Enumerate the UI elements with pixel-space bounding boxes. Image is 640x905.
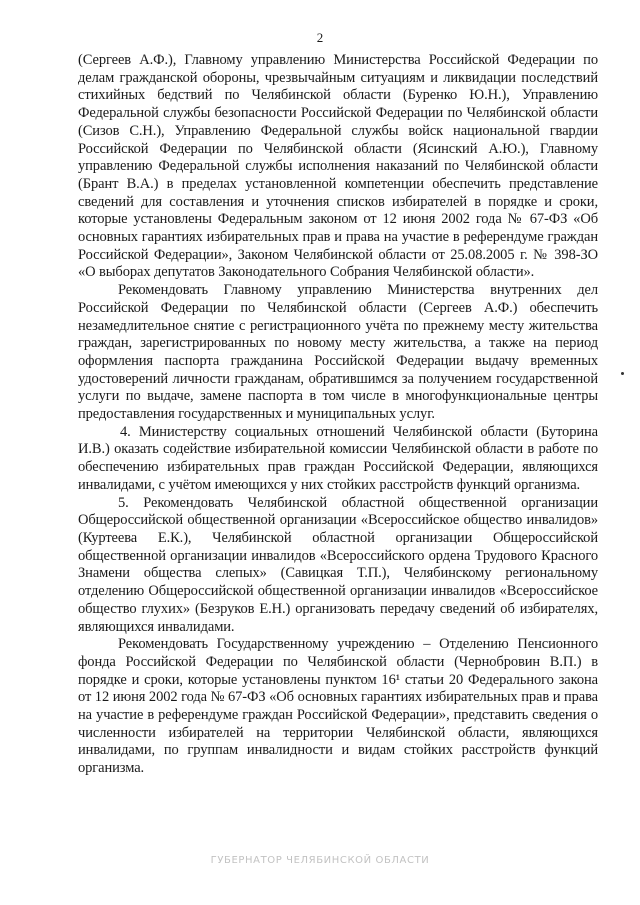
scan-artifact-dot: [621, 372, 624, 375]
paragraph-item-4: 4. Министерству социальных отношений Челябинской области (Буторина И.В.) оказать содействие избирательной комиссии Челябинской области в работе по обеспечению избирательных прав граждан Российской Федерации, являющихся инвалидами, с учётом имеющихся у них стойких расстройств функций организма.: [78, 423, 598, 493]
paragraph-continuation: (Сергеев А.Ф.), Главному управлению Министерства Российской Федерации по делам гражданской обороны, чрезвычайным ситуациям и ликвидации последствий стихийных бедствий по Челябинской области (Буренко Ю.Н.), Управлению Федеральной службы безопасности Российской Федерации по Челябинской области (Сизов С.Н.), Управлению Федеральной службы войск национальной гвардии Российской Федерации по Челябинской области (Ясинский А.Ю.), Главному управлению Федеральной службы исполнения наказаний по Челябинской области (Брант В.А.) в пределах установленной компетенции обеспечить представление сведений для составления и уточнения списков избирателей в порядке и сроки, которые установлены Федеральным законом от 12 июня 2002 года № 67-ФЗ «Об основных гарантиях избирательных прав и права на участие в референдуме граждан Российской Федерации», Законом Челябинской области от 25.08.2005 г. № 398-ЗО «О выборах депутатов Законодательного Собрания Челябинской области».: [78, 52, 598, 281]
paragraph-mvd-recommendation: Рекомендовать Главному управлению Министерства внутренних дел Российской Федерации по Челябинской области (Сергеев А.Ф.) обеспечить незамедлительное снятие с регистрационного учёта по прежнему месту жительства граждан, зарегистрированных по новому месту жительства, а также на период оформления паспорта гражданина Российской Федерации выдачу временных удостоверений личности гражданам, обратившимся за получением государственной услуги по выдаче, замене паспорта в том числе в многофункциональные центры предоставления государственных и муниципальных услуг.: [78, 282, 598, 423]
footer-watermark: ГУБЕРНАТОР ЧЕЛЯБИНСКОЙ ОБЛАСТИ: [210, 855, 430, 866]
page-number: 2: [316, 30, 324, 45]
document-body: [78, 52, 598, 778]
paragraph-pension-fund: Рекомендовать Государственному учреждению – Отделению Пенсионного фонда Российской Федерации по Челябинской области (Чернобровин В.П.) в порядке и сроки, которые установлены пунктом 16¹ статьи 20 Федерального закона от 12 июня 2002 года № 67-ФЗ «Об основных гарантиях избирательных прав и права на участие в референдуме граждан Российской Федерации», представить сведения о численности избирателей на территории Челябинской области, являющихся инвалидами, по группам инвалидности и видам стойких расстройств функций организма.: [78, 636, 598, 777]
paragraph-item-5: 5. Рекомендовать Челябинской областной общественной организации Общероссийской общественной организации «Всероссийское общество инвалидов» (Куртеева Е.К.), Челябинской областной организации Общероссийской общественной организации инвалидов «Всероссийского ордена Трудового Красного Знамени общества слепых» (Савицкая Т.П.), Челябинскому региональному отделению Общероссийской общественной организации инвалидов «Всероссийское общество глухих» (Безруков Е.Н.) организовать передачу сведений об избирателях, являющихся инвалидами.: [78, 494, 598, 635]
